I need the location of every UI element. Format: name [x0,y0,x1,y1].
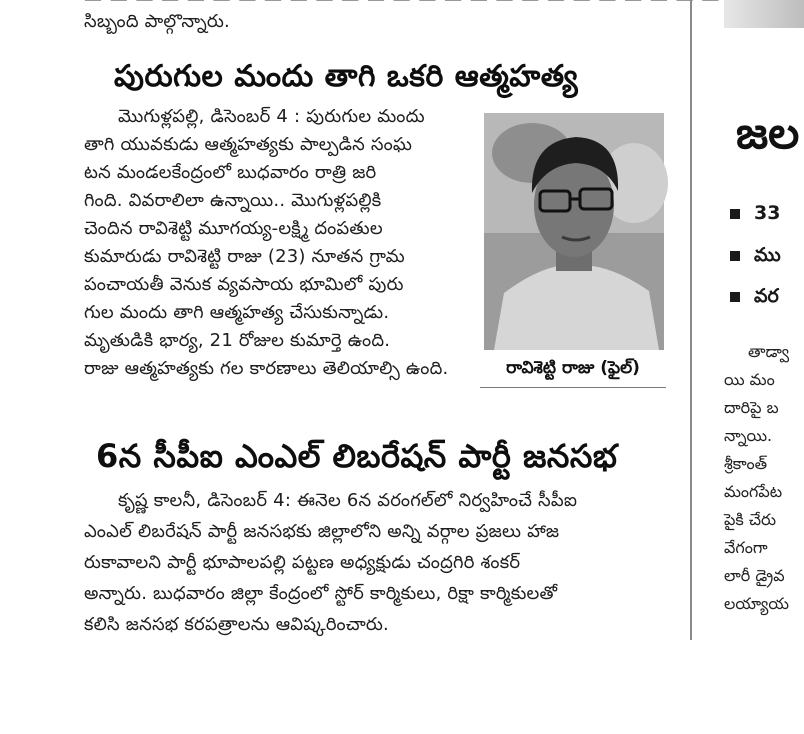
right-bullet-text: వర [754,285,779,307]
article1-line: పంచాయతీ వెనుక వ్యవసాయ భూమిలో పురు [84,274,404,295]
article2-line: కృష్ణ కాలనీ, డిసెంబర్ 4: ఈనెల 6న వరంగల్‌లో నిర్వహించే సీపీఐ [118,490,578,511]
right-column-photo-fragment [724,0,804,28]
article2-line: అన్నారు. బుధవారం జిల్లా కేంద్రంలో స్టోర్ కార్మికులు, రిక్షా కార్మికులతో [84,583,558,604]
right-column-line: యి మం [724,370,775,389]
right-bullet-item [730,285,779,312]
right-bullet-item [730,202,780,224]
square-bullet-icon [730,251,740,261]
square-bullet-icon [730,209,740,219]
square-bullet-icon [730,292,740,302]
right-column-line: తాడ్వా [748,342,790,361]
portrait-photo [484,113,664,350]
article-top-last-line: సిబ్బంది పాల్గొన్నారు. [84,11,230,32]
right-bullet-text: ము [754,244,781,266]
article1-line: తాగి యువకుడు ఆత్మహత్యకు పాల్పడిన సంఘ [84,134,413,155]
article1-line: టన మండలకేంద్రంలో బుధవారం రాత్రి జరి [84,162,377,183]
article1-line: మృతుడికి భార్య, 21 రోజుల కుమార్తె ఉంది. [84,330,391,351]
article1-line: రాజు ఆత్మహత్యకు గల కారణాలు తెలియాల్సి ఉంది. [84,358,449,379]
right-column-line: పైకి చేరు [724,510,776,529]
right-column-line: వేగంగా [724,538,768,557]
right-column [700,0,800,734]
article2-line: రుకావాలని పార్టీ భూపాలపల్లి పట్టణ అధ్యక్షుడు చంద్రగిరి శంకర్ [84,552,521,573]
right-column-line: దారిపై బ [724,398,779,417]
right-column-line: లయ్యాయ [724,594,789,613]
right-bullet-text: 33 [754,202,781,224]
right-column-line: శ్రీకాంత్ [724,454,768,473]
right-bullet-item [730,244,781,271]
right-column-line: లారీ డ్రైవ [724,566,785,585]
article2-line: కలిసి జనసభ కరపత్రాలను ఆవిష్కరించారు. [84,614,389,635]
article1-line: కుమారుడు రావిశెట్టి రాజు (23) నూతన గ్రామ [84,246,405,267]
article2-headline: 6న సీపీఐ ఎంఎల్ లిబరేషన్ పార్టీ జనసభ [96,437,618,475]
column-divider [690,0,692,640]
portrait-illustration [484,113,664,350]
photo-caption: రావిశెట్టి రాజు (ఫైల్) [506,358,640,378]
caption-underline [480,387,666,388]
article1-line: గింది. వివరాలిలా ఉన్నాయి.. మొగుళ్లపల్లికి [84,190,382,211]
article1-line: మొగుళ్లపల్లి, డిసెంబర్ 4 : పురుగుల మందు [118,106,425,127]
right-column-headline: జల [736,108,800,159]
article2-line: ఎంఎల్ లిబరేషన్ పార్టీ జనసభకు జిల్లాలోని అన్ని వర్గాల ప్రజలు హాజ [84,521,560,542]
right-column-line: న్నాయి. [724,426,773,445]
article1-line: చెందిన రావిశెట్టి మూగయ్య-లక్ష్మి దంపతుల [84,218,383,239]
right-column-line: మంగపేట [724,482,783,501]
article1-line: గుల మందు తాగి ఆత్మహత్య చేసుకున్నాడు. [84,302,390,323]
article1-headline: పురుగుల మందు తాగి ఒకరి ఆత్మహత్య [114,59,579,94]
